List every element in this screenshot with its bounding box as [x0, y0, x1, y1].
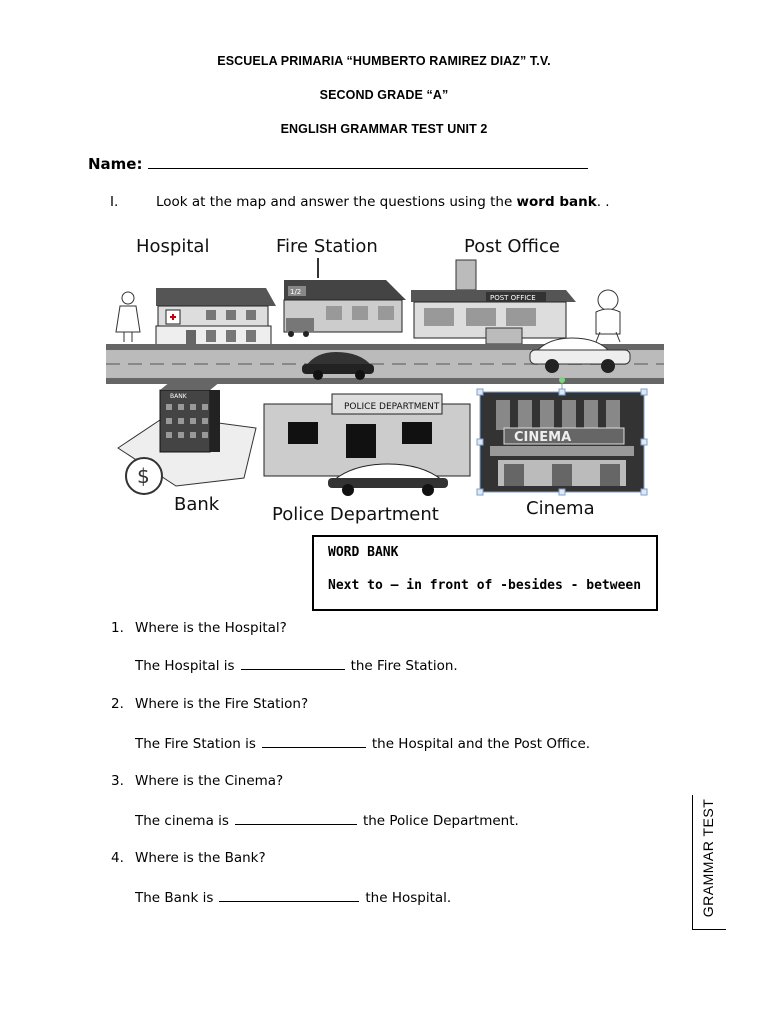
mail-carrier-figure	[596, 290, 620, 342]
word-bank-box	[312, 535, 658, 611]
answer-prefix: The Bank is	[135, 890, 214, 906]
answer-prefix: The cinema is	[135, 813, 229, 829]
instruction-end: . .	[596, 194, 610, 210]
cinema-sign: CINEMA	[514, 430, 572, 445]
instruction-text: Look at the map and answer the questions using the	[156, 194, 517, 210]
nurse-figure	[116, 292, 140, 342]
answer-2	[135, 735, 590, 752]
name-label: Name:	[88, 155, 143, 173]
question-text: Where is the Cinema?	[135, 773, 284, 789]
question-2	[111, 696, 308, 712]
answer-1	[135, 657, 458, 674]
side-foot-line	[692, 929, 726, 930]
question-4	[111, 850, 266, 866]
question-3	[111, 773, 283, 789]
instruction-number: I.	[110, 194, 119, 210]
police-building	[264, 394, 470, 496]
question-1	[111, 620, 287, 636]
question-text: Where is the Bank?	[135, 850, 266, 866]
post-office-building	[411, 260, 576, 344]
svg-text:$: $	[137, 464, 150, 488]
question-number: 1.	[111, 620, 124, 636]
post-office-label: Post Office	[464, 236, 560, 257]
money-bag	[126, 458, 162, 494]
side-divider	[692, 795, 693, 930]
school-title: ESCUELA PRIMARIA “HUMBERTO RAMIREZ DIAZ” T.V.	[217, 54, 551, 68]
answer-blank[interactable]	[235, 812, 357, 825]
answer-blank[interactable]	[219, 889, 359, 902]
side-label: GRAMMAR TEST	[700, 798, 716, 918]
question-text: Where is the Hospital?	[135, 620, 287, 636]
town-map	[106, 228, 664, 528]
bank-label: Bank	[174, 494, 220, 515]
answer-suffix: the Hospital.	[365, 890, 452, 906]
instruction-bold: word bank	[516, 194, 597, 210]
answer-blank[interactable]	[241, 657, 345, 670]
answer-prefix: The Fire Station is	[135, 736, 256, 752]
grade-title: SECOND GRADE “A”	[319, 88, 449, 102]
instruction	[110, 194, 610, 210]
word-bank-title: WORD BANK	[328, 545, 399, 560]
name-row	[88, 154, 588, 173]
question-number: 3.	[111, 773, 124, 789]
word-bank-words: Next to – in front of -besides - between	[328, 578, 642, 593]
question-number: 2.	[111, 696, 124, 712]
bank-sign: BANK	[170, 393, 187, 400]
answer-blank[interactable]	[262, 735, 366, 748]
fire-station-building	[284, 258, 406, 337]
question-number: 4.	[111, 850, 124, 866]
fire-number: 1/2	[290, 288, 302, 296]
fire-station-label: Fire Station	[276, 236, 378, 257]
police-label: Police Department	[272, 504, 439, 525]
answer-suffix: the Police Department.	[362, 813, 519, 829]
hospital-label: Hospital	[136, 236, 210, 257]
side-label-box	[697, 795, 719, 925]
police-sign: POLICE DEPARTMENT	[344, 402, 440, 412]
answer-3	[135, 812, 519, 829]
question-text: Where is the Fire Station?	[135, 696, 309, 712]
answer-suffix: the Hospital and the Post Office.	[371, 736, 591, 752]
name-blank[interactable]	[148, 154, 588, 169]
cinema-building	[480, 392, 644, 492]
answer-prefix: The Hospital is	[135, 658, 235, 674]
answer-suffix: the Fire Station.	[350, 658, 458, 674]
test-title: ENGLISH GRAMMAR TEST UNIT 2	[280, 122, 488, 136]
post-office-sign: POST OFFICE	[490, 294, 536, 302]
cinema-label: Cinema	[526, 498, 595, 519]
answer-4	[135, 889, 451, 906]
